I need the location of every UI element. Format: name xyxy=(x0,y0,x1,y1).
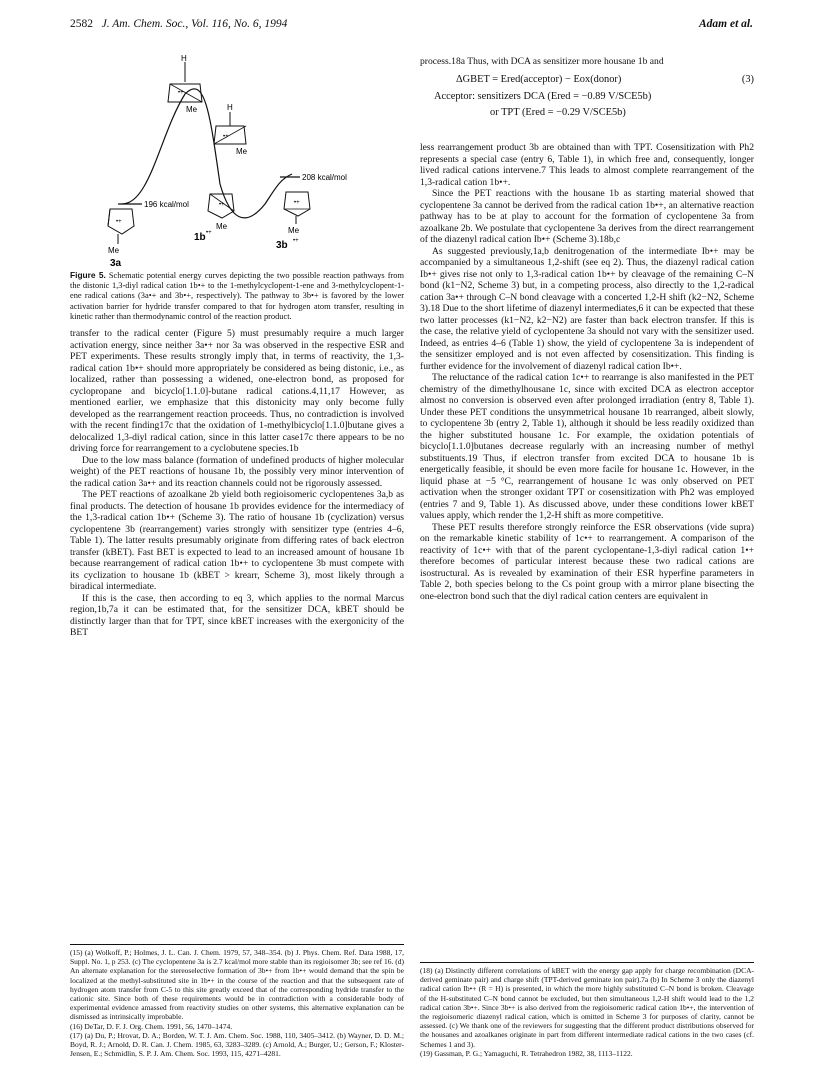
structure-1b xyxy=(194,194,234,243)
3b-label-charge: •+ xyxy=(293,238,299,244)
ts-left-charge: •+ xyxy=(178,90,184,96)
right-top-line: process.18a Thus, with DCA as sensitizer more housane 1b and xyxy=(420,56,664,67)
left-paragraph-4: If this is the case, then according to eq 3, which applies to the normal Marcus region,1b,7a it can be estimated that, for the sensitizer DCA, kBET should be distinctly larger than that for TPT, since kBET increases with the exergonicity of the BET xyxy=(70,592,404,638)
footnote-19: (19) Gassman, P. G.; Yamaguchi, R. Tetrahedron 1982, 38, 1113–1122. xyxy=(420,1048,633,1058)
left-paragraph-1: transfer to the radical center (Figure 5) must presumably require a much larger activation energy, since neither 3a•+ nor 3a was observed in the respective ESR and PET experiments. These results strongly imply that, in terms of reactivity, the 1,3-radical cation 1b•+ should more appropriately be considered as being distonic, i.e., as localized, rather than possessing a widened, one-electron bond, as proposed for cyclopropane and bicyclo[1.1.0]-butane radical cations.4,11,17 However, as mentioned earlier, we emphasize that this distonicity may only become fully developed as the rearrangement reaction proceeds. Thus, no contradiction is involved with the recent finding17c that the oxidation of 1-methylbicyclo[1.1.0]butane gives a delocalized 1,3-diyl radical cation, since in this latter case17c there appears to be no driving force for rearrangement to a cyclobutene species.1b xyxy=(70,328,404,454)
me-1b-label: Me xyxy=(216,222,228,231)
footnote-18: (18) (a) Distinctly different correlations of kBET with the energy gap apply for charge recombination (DCA-derived geminate pair) and charge shift (TPT-derived geminate ion pair).7a (b) In Scheme 3 only the diazenyl radical cation Ib•+ (R = H) is presented, in which the more highly substituted C–N bond is broken. Cleavage of the H-substituted C–N bond cannot be excluded, but then simultaneous 1,2-H shift would lead to the 1,2 radical cation 3b•+. Since 3b•+ is also derived from the regioisomeric radical cation 1b•+, the intervention of the regioisomeric diazenyl radical cation, which is omitted in Scheme 3 for purposes of clarity, cannot be assessed. (c) We thank one of the reviewers for suggesting that the different product distributions observed for the housanes and azoalkanes originate in part from different intermediate radical cations in the two cases (cf. Schemes 1 and 3). xyxy=(420,966,754,1049)
left-paragraph-2: Due to the low mass balance (formation of undefined products of higher molecular weight) of the PET reactions of housane 1b, the possibly very minor intervention of the radical cation 3a•+ and its reaction channels could not be rigorously assessed. xyxy=(70,454,404,489)
h-top-label: H xyxy=(181,54,187,63)
label-3a: 3a xyxy=(110,258,122,268)
figure-5 xyxy=(70,54,404,268)
1b-label-charge: •+ xyxy=(206,230,212,236)
equation-3 xyxy=(420,74,754,134)
3a-charge: •+ xyxy=(116,219,122,225)
footnote-15: (15) (a) Wolkoff, P.; Holmes, J. L. Can. J. Chem. 1979, 57, 348–354. (b) J. Phys. Chem. Ref. Data 1988, 17, Suppl. No. 1, p 253. (c) The cyclopentene 3a is 2.7 kcal/mol more stable than its regioisomer 3b; see ref 16. (d) An alternate explanation for the stereoselective formation of 3b•+ from 1b•+ would demand that the spin be localized at the methyl-substituted site in 1b•+ in the course of the reaction and that the subsequent rate of hydrogen atom transfer from C-5 to this site greatly exceed that of the corresponding hydride transfer to the cationic site. Since both of these requirements would be in contradiction with a considerable body of experimental evidence amassed from reactivity studies on other systems, this alternative explanation can be dismissed as intrinsically improbable. xyxy=(70,948,404,1022)
right-paragraph-1: less rearrangement product 3b are obtained than with TPT. Cosensitization with Ph2 represents a special case (entry 6, Table 1), in which free and, consequently, longer lived radical cations intervene.7 This leads to almost complete rearrangement of the 1,3-radical cation 1b•+. xyxy=(420,142,754,188)
h-mid-label: H xyxy=(227,103,233,112)
energy-208-label: 208 kcal/mol xyxy=(302,173,347,182)
right-paragraph-4: The reluctance of the radical cation 1c•+ to rearrange is also manifested in the PET chemistry of the dimethylhousane 1c, since with excited DCA as electron acceptor almost no conversion is observed even after prolonged irradiation (entry 8, Table 1). Under these PET conditions the unsymmetrical housane 1b rearranged, albeit slowly, to cyclopentene 3b (entry 2, Table 1), although it should be less readily oxidized than the higher substituted housane 1c. For example, the oxidation potentials of bicyclo[1.1.0]butanes decrease regularly with an increasing number of methyl substituents.19 Thus, if electron transfer from excited DCA to housane 1b is energetically feasible, it should be even more facile for housane 1c. However, in the liquid phase at −5 °C, rearrangement of housane 1c was only observed on PET activation when the stronger oxidant TPT or cosensitization with Ph2 was employed (entries 7 and 9, Table 1). As discussed above, under these conditions lower kBET values apply, which render the 1,2-H shift as more competitive. xyxy=(420,372,754,521)
journal-citation: J. Am. Chem. Soc., Vol. 116, No. 6, 1994 xyxy=(101,18,288,30)
left-footnotes xyxy=(70,948,404,1058)
page-header xyxy=(70,18,753,36)
right-paragraph-2: Since the PET reactions with the housane 1b as starting material showed that cyclopentene 3a cannot be derived from the radical cation 1b•+, an alternative reaction pathway has to be at play to account for the formation of cyclopentene 3a from azoalkane 2b. We postulate that cyclopentene 3a derives from the direct rearrangement of the diazenyl radical cation Ib•+ (Scheme 3).18b,c xyxy=(420,188,754,245)
caption-text: Schematic potential energy curves depicting the two possible reaction pathways from the distonic 1,3-diyl radical cation 1b•+ to the 1-methylcyclopent-1-ene and 3-methylcyclopent-1-ene radical cations (3a•+ and 3b•+, respectively). The pathway to 3b•+ is favored by the lower activation barrier for hydride transfer compared to that for hydrogen atom transfer, resulting in kinetic rather than thermodynamic control of the reaction product. xyxy=(70,271,404,321)
figure-caption xyxy=(70,270,404,322)
me-top-label: Me xyxy=(186,105,198,114)
header-left xyxy=(70,18,287,30)
me-mid-label: Me xyxy=(236,147,248,156)
right-footnote-rule xyxy=(420,962,754,963)
equation-line-1: ΔGBET = Ered(acceptor) − Eox(donor) xyxy=(456,74,622,85)
me-3a-label: Me xyxy=(108,246,120,255)
right-paragraph-3: As suggested previously,1a,b denitrogenation of the intermediate Ib•+ may be accompanied by a simultaneous 1,2-shift (see eq 2). Thus, the diazenyl radical cation Ib•+ gives rise not only to 1,3-radical cation 1b•+ by cleavage of the remaining C–N bond (k1−N2, Scheme 3) but, in a competing process, also directly to the 1,2-radical cation 3a•+ through C–N bond cleavage with a concerted 1,2-H shift (k2−N2, Scheme 3).18 Due to the short lifetime of diazenyl intermediates,6 it can be expected that these two latter processes (k1−N2, k2−N2) are faster than back electron transfer. If this is the case, the relative yield of cyclopentene 3a should not vary with the sensitizer used. Indeed, as entries 4–6 (Table 1) show, the yield of cyclopentene 3a is independent of the sensitizer employed and is not even affected by cosensitization. This finding is further evidence for the involvement of diazenyl radical cation Ib•+. xyxy=(420,245,754,372)
structure-3a xyxy=(108,209,134,268)
caption-label: Figure 5. xyxy=(70,270,106,280)
structure-3b xyxy=(276,192,310,251)
equation-line-3: or TPT (Ered = −0.29 V/SCE5b) xyxy=(490,107,626,118)
ts-structure-left xyxy=(168,54,202,114)
ts-structure-right xyxy=(214,103,248,156)
footnote-16: (16) DeTar, D. F. J. Org. Chem. 1991, 56, 1470–1474. xyxy=(70,1021,233,1031)
footnote-17: (17) (a) Du, P.; Hrovat, D. A.; Borden, W. T. J. Am. Chem. Soc. 1988, 110, 3405–3412. (b) Wayner, D. D. M.; Boyd, R. J.; Arnold, D. R. Can. J. Chem. 1985, 63, 3283–3289. (c) Arnold, A.; Burger, U.; Gerson, F.; Kloster-Jensen, E.; Schmidlin, S. P. J. Am. Chem. Soc. 1993, 115, 4271–4281. xyxy=(70,1030,404,1059)
ts-right-charge: •+ xyxy=(223,134,229,140)
label-1b: 1b xyxy=(194,232,206,243)
label-3b: 3b xyxy=(276,240,288,251)
energy-diagram xyxy=(70,54,404,268)
left-footnote-rule xyxy=(70,944,404,945)
left-paragraph-3: The PET reactions of azoalkane 2b yield both regioisomeric cyclopentenes 3a,b as final products. The detection of housane 1b provides evidence for the intermediacy of the 1,3-radical cation 1b•+ (Scheme 3). The ratio of housane 1b (cyclization) versus cyclopentene 3b (rearrangement) varies strongly with sensitizer type (entries 4–6, Table 1). The latter results presumably originate from differing rates of back electron transfer (kBET). Fast BET is expected to lead to an increased amount of housane 1b because rearrangement of radical cation 1b•+ to cyclopentene 3b must compete with its cyclization to housane 1b (kBET > krearr, Scheme 3), most likely through a biradical intermediate. xyxy=(70,489,404,592)
right-footnotes xyxy=(420,966,754,1058)
energy-curve xyxy=(122,89,292,218)
me-3b-label: Me xyxy=(288,226,300,235)
1b-charge: •+ xyxy=(219,202,225,208)
page-number: 2582 xyxy=(70,18,93,30)
header-authors: Adam et al. xyxy=(699,18,753,30)
equation-line-2: Acceptor: sensitizers DCA (Ered = −0.89 V/SCE5b) xyxy=(434,91,652,102)
right-column-body xyxy=(420,142,754,602)
right-paragraph-5: These PET results therefore strongly reinforce the ESR observations (vide supra) on the remarkable kinetic stability of 1c•+ to rearrangement. A comparison of the reactivity of 1c•+ with that of the parent cyclopentane-1,3-diyl radical cation 1•+ therefore becomes of particular interest because these two radical cations are isostructural. As is revealed by examination of their ESR hyperfine parameters in Table 2, both species belong to the Cs point group with a mirror plane bisecting the one-electron bond such that the diyl radical cation centers are equivalent in xyxy=(420,521,754,602)
energy-196-label: 196 kcal/mol xyxy=(144,200,189,209)
left-column-body xyxy=(70,328,404,639)
3b-charge: •+ xyxy=(294,200,300,206)
equation-number: (3) xyxy=(741,74,754,85)
